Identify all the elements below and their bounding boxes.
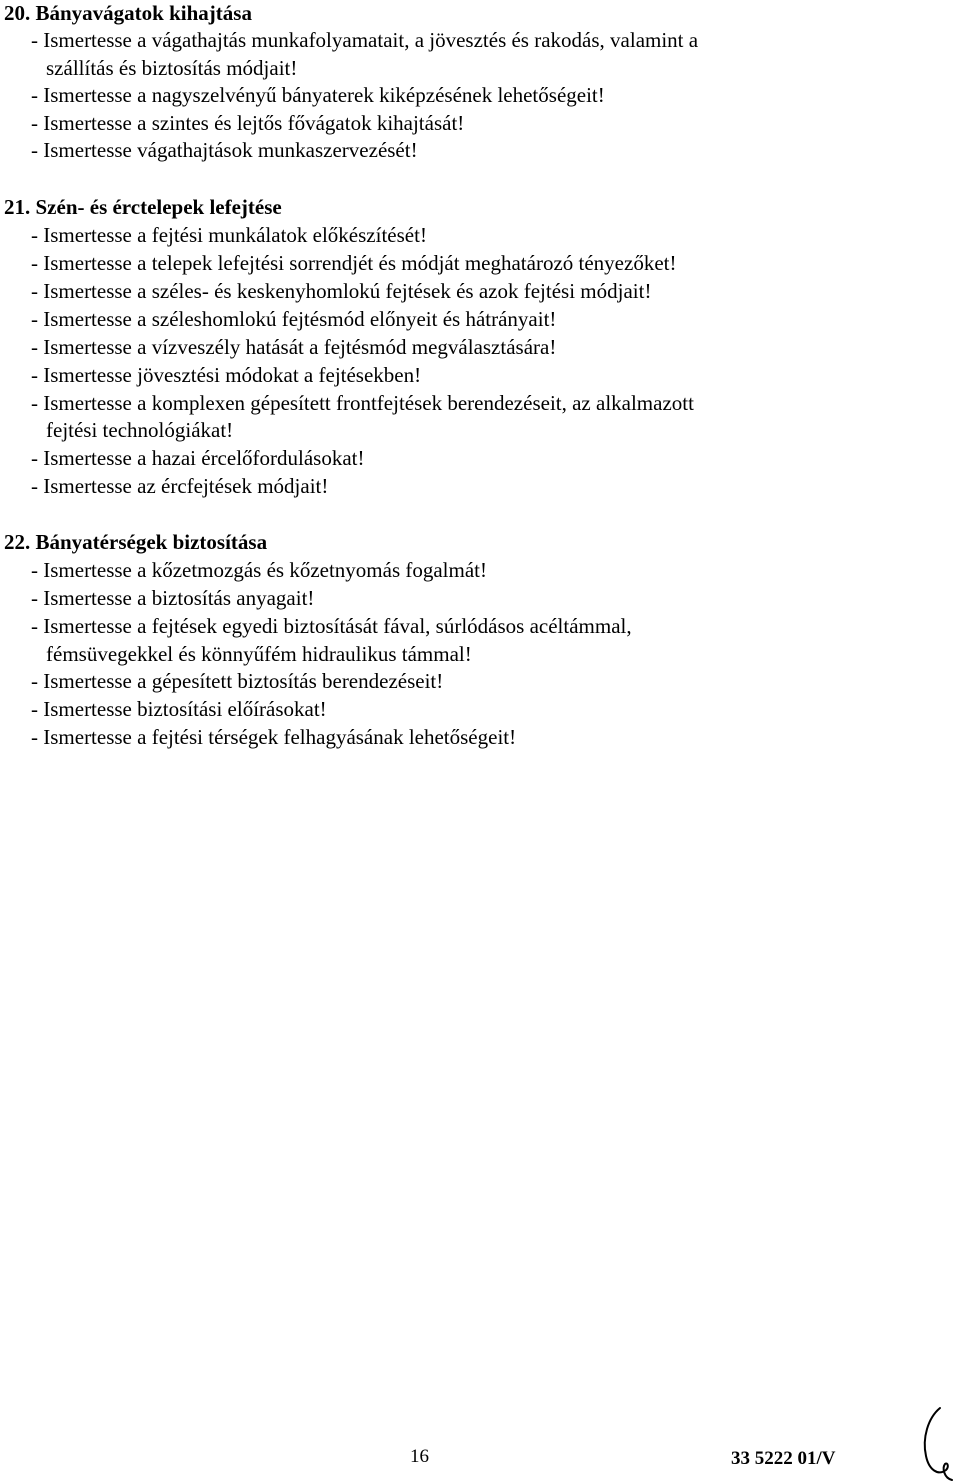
list-item: - Ismertesse az ércfejtések módjait! — [31, 474, 329, 498]
list-item: - Ismertesse a biztosítás anyagait! — [31, 586, 315, 610]
list-item: - Ismertesse a telepek lefejtési sorrendjét és módját meghatározó tényezőket! — [31, 251, 677, 275]
list-item-continuation: fejtési technológiákat! — [46, 418, 234, 442]
list-item: - Ismertesse a széleshomlokú fejtésmód előnyeit és hátrányait! — [31, 307, 557, 331]
section-number: 20. — [4, 1, 31, 25]
list-item: - Ismertesse a szintes és lejtős fővágatok kihajtását! — [31, 111, 465, 135]
list-item: - Ismertesse a vízveszély hatását a fejtésmód megválasztására! — [31, 335, 557, 359]
list-item-continuation: fémsüvegekkel és könnyűfém hidraulikus támmal! — [46, 642, 472, 666]
list-item: - Ismertesse a komplexen gépesített frontfejtések berendezéseit, az alkalmazott — [31, 391, 694, 415]
list-item: - Ismertesse a nagyszelvényű bányaterek kiképzésének lehetőségeit! — [31, 83, 605, 107]
list-item: - Ismertesse vágathajtások munkaszervezését! — [31, 138, 418, 162]
section-heading — [4, 194, 282, 220]
section-heading — [4, 0, 252, 26]
section-title: Szén- és érctelepek lefejtése — [35, 195, 282, 219]
section-number: 21. — [4, 195, 31, 219]
page-number: 16 — [410, 1446, 429, 1467]
section-title: Bányatérségek biztosítása — [35, 530, 268, 554]
list-item: - Ismertesse a fejtési munkálatok előkészítését! — [31, 223, 427, 247]
section-number: 22. — [4, 530, 31, 554]
list-item: - Ismertesse a vágathajtás munkafolyamatait, a jövesztés és rakodás, valamint a — [31, 28, 699, 52]
section-title: Bányavágatok kihajtása — [35, 1, 252, 25]
list-item: - Ismertesse a széles- és keskenyhomlokú fejtések és azok fejtési módjait! — [31, 279, 652, 303]
list-item: - Ismertesse biztosítási előírásokat! — [31, 697, 327, 721]
section-heading — [4, 529, 267, 555]
list-item: - Ismertesse jövesztési módokat a fejtésekben! — [31, 363, 422, 387]
list-item: - Ismertesse a kőzetmozgás és kőzetnyomás fogalmát! — [31, 558, 488, 582]
list-item: - Ismertesse a fejtések egyedi biztosítását fával, súrlódásos acéltámmal, — [31, 614, 632, 638]
signature-mark — [918, 1404, 958, 1484]
list-item-continuation: szállítás és biztosítás módjait! — [46, 56, 298, 80]
list-item: - Ismertesse a hazai ércelőfordulásokat! — [31, 446, 365, 470]
document-code: 33 5222 01/V — [731, 1448, 836, 1469]
list-item: - Ismertesse a gépesített biztosítás berendezéseit! — [31, 669, 444, 693]
list-item: - Ismertesse a fejtési térségek felhagyásának lehetőségeit! — [31, 725, 517, 749]
